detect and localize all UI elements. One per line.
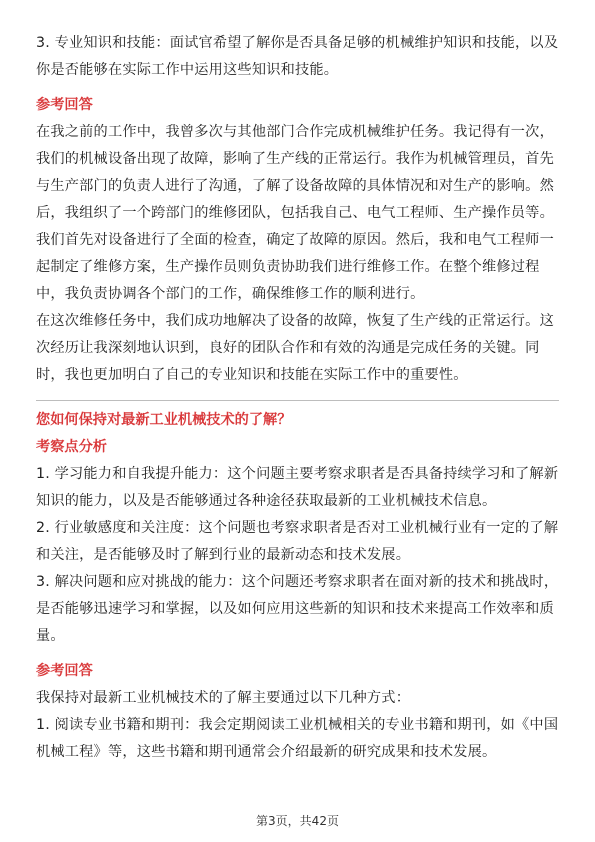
- analysis-point: 3. 解决问题和应对挑战的能力：这个问题还考察求职者在面对新的技术和挑战时，是否能够迅速学习和掌握，以及如何应用这些新的知识和技术来提高工作效率和质量。: [36, 574, 559, 644]
- analysis-heading: 考察点分析: [36, 439, 107, 455]
- answer-paragraph: 在这次维修任务中，我们成功地解决了设备的故障，恢复了生产线的正常运行。这次经历让我深刻地认识到，良好的团队合作和有效的沟通是完成任务的关键。同时，我也更加明白了自己的专业知识和技能在实际工作中的重要性。: [36, 313, 554, 383]
- answer-intro: 我保持对最新工业机械技术的了解主要通过以下几种方式：: [36, 690, 411, 706]
- page-footer: 第3页，共42页: [256, 814, 339, 828]
- reference-answer-heading: 参考回答: [36, 97, 93, 113]
- analysis-point: 2. 行业敏感度和关注度：这个问题也考察求职者是否对工业机械行业有一定的了解和关注，是否能够及时了解到行业的最新动态和技术发展。: [36, 520, 559, 563]
- skill-point-3: 3. 专业知识和技能：面试官希望了解你是否具备足够的机械维护知识和技能，以及你是否能够在实际工作中运用这些知识和技能。: [36, 35, 559, 78]
- analysis-point: 1. 学习能力和自我提升能力：这个问题主要考察求职者是否具备持续学习和了解新知识的能力，以及是否能够通过各种途径获取最新的工业机械技术信息。: [36, 466, 559, 509]
- question-heading: 您如何保持对最新工业机械技术的了解？: [36, 412, 292, 428]
- answer-paragraph: 在我之前的工作中，我曾多次与其他部门合作完成机械维护任务。我记得有一次，我们的机械设备出现了故障，影响了生产线的正常运行。我作为机械管理员，首先与生产部门的负责人进行了沟通，了解了设备故障的具体情况和对生产的影响。然后，我组织了一个跨部门的维修团队，包括我自己、电气工程师、生产操作员等。我们首先对设备进行了全面的检查，确定了故障的原因。然后，我和电气工程师一起制定了维修方案，生产操作员则负责协助我们进行维修工作。在整个维修过程中，我负责协调各个部门的工作，确保维修工作的顺利进行。: [36, 124, 554, 302]
- document-page: [36, 30, 559, 766]
- section-divider: [36, 400, 559, 401]
- reference-answer-heading: 参考回答: [36, 663, 93, 679]
- answer-item: 1. 阅读专业书籍和期刊：我会定期阅读工业机械相关的专业书籍和期刊，如《中国机械工程》等，这些书籍和期刊通常会介绍最新的研究成果和技术发展。: [36, 717, 559, 760]
